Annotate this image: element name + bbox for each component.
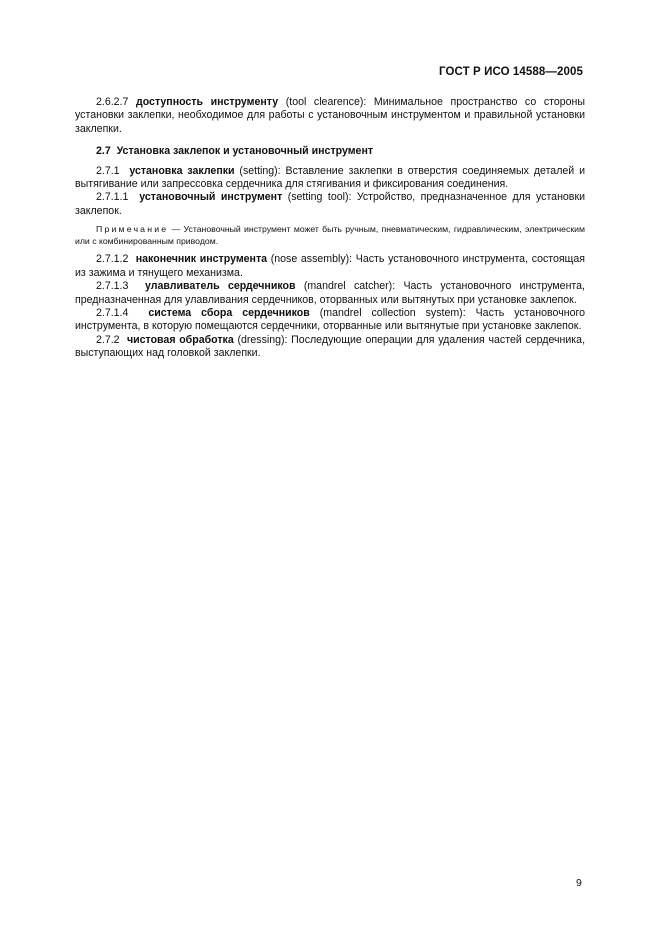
clause-term: чистовая обработка (126, 333, 234, 346)
note-label: Примечание (96, 224, 169, 235)
clause-number: 2.7.2 (96, 333, 120, 346)
clause-2-7-1-1 (75, 191, 585, 218)
clause-number: 2.7.1.1 (96, 191, 129, 204)
clause-text: (mandrel collection system): Часть установочного инструмента, в которую помещаются сердечники, оторванные или вытянутые при установке заклепок. (75, 307, 585, 333)
clause-2-7-1 (75, 165, 585, 192)
clause-term: установочный инструмент (139, 191, 283, 204)
clause-2-7-2 (75, 334, 585, 361)
page-number: 9 (576, 877, 582, 889)
document-body (75, 96, 585, 361)
clause-term: улавливатель сердечников (145, 280, 296, 293)
note-paragraph (75, 224, 585, 247)
section-number: 2.7 (96, 145, 111, 158)
clause-text: (tool clearence): Минимальное пространство со стороны установки заклепки, необходимое для работы с установочным инструментом и правильной установки заклепки. (75, 96, 585, 135)
clause-term: доступность инструменту (136, 96, 279, 108)
clause-term: система сбора сердечников (148, 307, 310, 320)
section-heading-2-7 (75, 145, 585, 158)
clause-number: 2.7.1 (96, 164, 120, 177)
clause-text: (dressing): Последующие операции для удаления частей сердечника, выступающих над головкой заклепки. (75, 333, 586, 360)
clause-text: (setting tool): Устройство, предназначенное для установки заклепок. (75, 191, 585, 217)
clause-number: 2.7.1.2 (96, 253, 129, 266)
clause-term: наконечник инструмента (135, 253, 268, 266)
clause-term: установка заклепки (129, 164, 235, 177)
clause-2-7-1-3 (75, 280, 585, 307)
clause-text: (nose assembly): Часть установочного инструмента, состоящая из зажима и тянущего механизма. (75, 253, 586, 279)
clause-number: 2.6.2.7 (96, 96, 129, 108)
clause-number: 2.7.1.4 (96, 307, 129, 320)
clause-text: (setting): Вставление заклепки в отверстия соединяемых деталей и вытягивание или запрессовка сердечника для стягивания и фиксирования соединения. (75, 164, 585, 191)
section-title: Установка заклепок и установочный инструмент (116, 145, 374, 158)
clause-2-6-2-7 (75, 96, 585, 136)
note-text: — Установочный инструмент может быть ручным, пневматическим, гидравлическим, электрическим или с комбинированным приводом. (75, 224, 585, 246)
clause-number: 2.7.1.3 (96, 280, 129, 293)
clause-2-7-1-4 (75, 307, 585, 334)
document-code-header: ГОСТ Р ИСО 14588—2005 (438, 66, 583, 78)
clause-text: (mandrel catcher): Часть установочного инструмента, предназначенная для улавливания сердечников, оторванных или вытянутых при установке заклепок. (75, 280, 585, 306)
clause-2-7-1-2 (75, 253, 585, 280)
